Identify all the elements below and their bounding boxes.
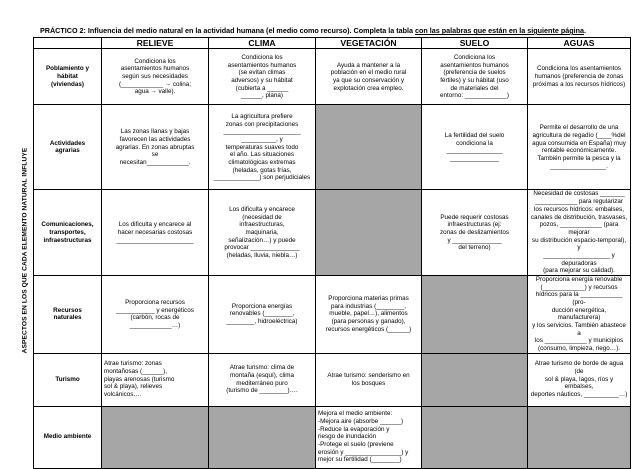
table-row — [34, 105, 631, 190]
header-empty — [34, 38, 102, 49]
row-label-recursos: Recursos naturales — [34, 275, 102, 353]
cell-suelo-empty — [422, 353, 528, 406]
header-row — [34, 38, 631, 49]
cell-aguas: Condiciona los asentamientos humanos (preferencia de zonas próximas a los recursos hídricos) — [528, 49, 631, 105]
cell-aguas: Proporciona energía renovable (____________) y recursos hídricos para la ____________ (pro- ducción energética, manufacturera) y los servicios. También abastece a los ____________ y municipios (consumo, limpieza, riego…). — [528, 275, 631, 353]
cell-vegetacion-empty — [316, 190, 422, 275]
cell-suelo: La fertilidad del suelo condiciona la ________________ ______________ — [422, 105, 528, 190]
cell-relieve: Condiciona los asentamientos humanos según sus necesidades (____________ → colina; agua → valle). — [102, 49, 209, 105]
side-label-text: ASPECTOS EN LOS QUE CADA ELEMENTO NATURAL INFLUYE — [21, 147, 29, 353]
row-label-turismo: Turismo — [34, 353, 102, 406]
header-vegetacion: VEGETACIÓN — [316, 38, 422, 49]
side-label — [18, 50, 32, 450]
table-row — [34, 353, 631, 406]
cell-relieve: Proporciona recursos ___________ y energéticos (carbón, rocas de ____________…) — [102, 275, 209, 353]
cell-relieve: Atrae turismo: zonas montañosas (______), playas arenosas (turismo sol & playa), relieves volcánicos…. — [102, 353, 209, 406]
cell-aguas: Necesidad de costosas _______ ____________ para regularizar los recursos hídricos: embalses, canales de distribución, trasvases, pozos, ____________ (para mejorar su distribución espacio-temporal), y ___________________ y depuradoras (para mejorar su calidad). — [528, 190, 631, 275]
worksheet-table — [33, 37, 631, 469]
cell-clima: Los dificulta y encarece (necesidad de infraestructuras, maquinaria, señalización…) y puede provocar ______________ (heladas, lluvia, niebla…) — [209, 190, 316, 275]
header-relieve: RELIEVE — [102, 38, 209, 49]
cell-suelo-empty — [422, 275, 528, 353]
table-row — [34, 49, 631, 105]
row-label-medio-ambiente: Medio ambiente — [34, 406, 102, 468]
cell-vegetacion: Ayuda a mantener a la población en el medio rural ya que su conservación y explotación crea empleo. — [316, 49, 422, 105]
cell-clima: Atrae turismo: clima de montaña (esquí), clima mediterráneo puro (turismo de ________)…. — [209, 353, 316, 406]
row-label-poblamiento: Poblamiento y hábitat (viviendas) — [34, 49, 102, 105]
cell-aguas: Permite el desarrollo de una agricultura de regadío (____%del agua consumida en España) muy rentable económicamente. También permite la pesca y la ________________. — [528, 105, 631, 190]
title-text: PRÁCTICO 2: Influencia del medio natural en la actividad humana (el medio como recurso). Completa la tabla — [40, 26, 416, 35]
cell-suelo: Condiciona los asentamientos humanos (preferencia de suelos fértiles) y su hábitat (uso de materiales del entorno: ____________) — [422, 49, 528, 105]
header-suelo: SUELO — [422, 38, 528, 49]
table-row — [34, 406, 631, 468]
header-aguas: AGUAS — [528, 38, 631, 49]
table-row — [34, 190, 631, 275]
table-row — [34, 275, 631, 353]
cell-relieve-empty — [102, 406, 209, 468]
cell-relieve: Las zonas llanas y bajas favorecen las actividades agrarias. En zonas abruptas se necesitan____________. — [102, 105, 209, 190]
row-label-agrarias: Actividades agrarias — [34, 105, 102, 190]
cell-vegetacion: Mejora el medio ambiente: -Mejora aire (absorbe ______) -Reduce la evaporación y riesgo de inundación -Protege el suelo (previene erosión y ________________) y mejor su fertilidad (________) — [316, 406, 422, 468]
header-clima: CLIMA — [209, 38, 316, 49]
cell-relieve: Los dificulta y encarece al hacer necesarias costosas ______________________ — [102, 190, 209, 275]
cell-vegetacion: Atrae turismo: senderismo en los bosques — [316, 353, 422, 406]
cell-clima: La agricultura prefiere zonas con precipitaciones ______________________ __________, y temperaturas suaves todo el año. Las situaciones climatológicas extremas (heladas, gotas frías, _____________) son perjudiciales — [209, 105, 316, 190]
cell-suelo-empty — [422, 406, 528, 468]
cell-clima-empty — [209, 406, 316, 468]
row-label-comunicaciones: Comunicaciones, transportes, infraestructuras — [34, 190, 102, 275]
cell-clima: Proporciona energías renovables (________, ________, hidroeléctrica) — [209, 275, 316, 353]
cell-clima: Condiciona los asentamientos humanos (se evitan climas adversos) y su hábitat (cubierta a ______ ______, plana) — [209, 49, 316, 105]
page-title: PRÁCTICO 2: Influencia del medio natural en la actividad humana (el medio como recurso). Completa la tabla con las palabras que están en la siguiente página. — [40, 26, 586, 35]
cell-vegetacion: Proporciona materias primas para industrias (________, mueble, papel…), alimentos (para personas y ganado), recursos energéticos (______) — [316, 275, 422, 353]
cell-aguas: Atrae turismo de borde de agua (de sol & playa, lagos, ríos y embalses, deportes náuticos, __________…) — [528, 353, 631, 406]
title-underlined: con las palabras que están en la siguiente página — [415, 26, 584, 35]
cell-aguas-empty — [528, 406, 631, 468]
cell-vegetacion-empty — [316, 105, 422, 190]
cell-suelo: Puede requerir costosas infraestructuras (ej: zonas de deslizamientos y ______________ del terreno) — [422, 190, 528, 275]
